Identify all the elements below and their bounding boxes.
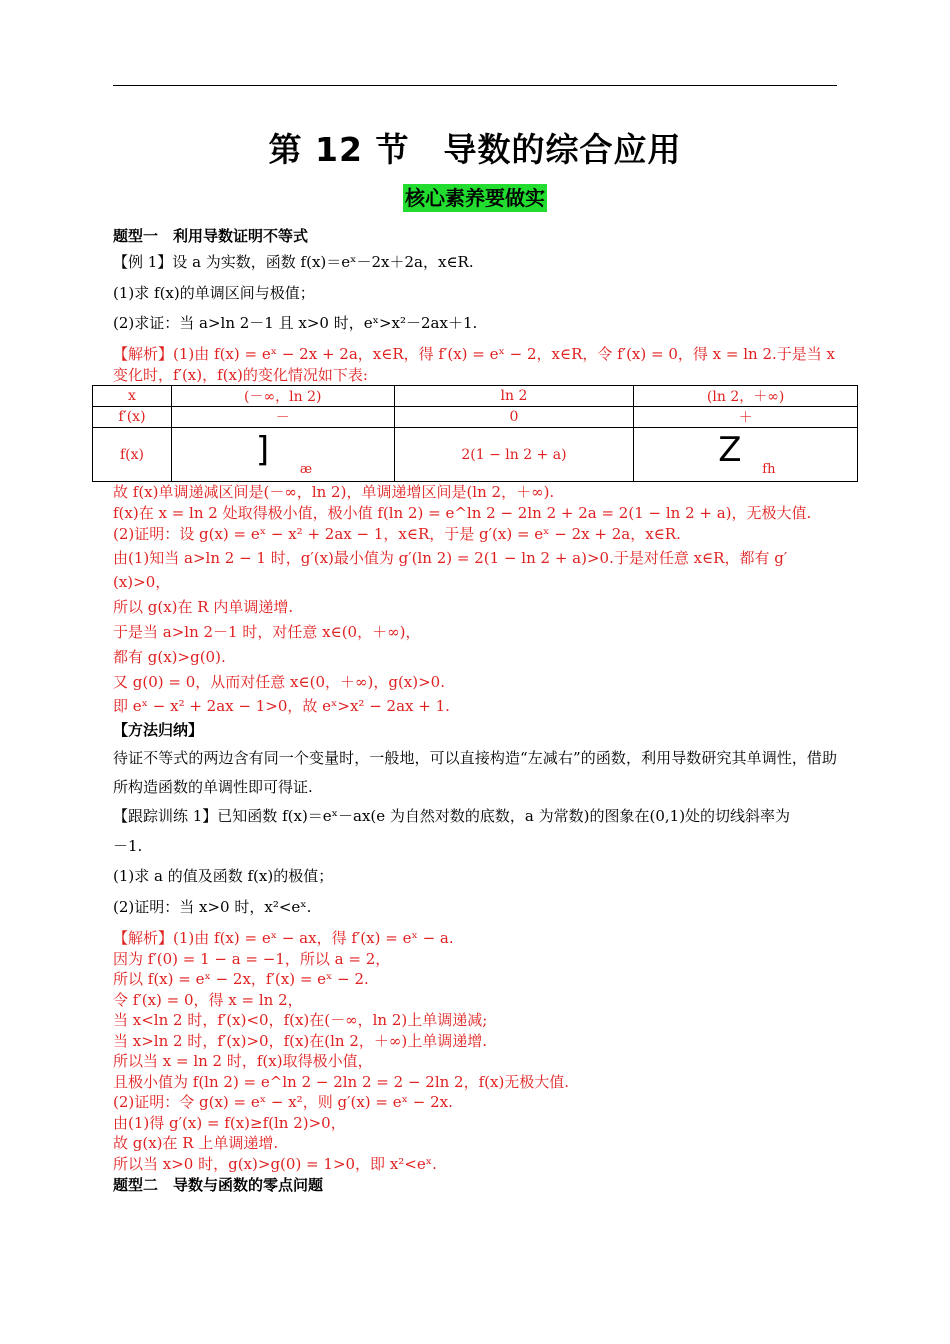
variation-table (92, 385, 858, 482)
text-line: 变化时，f′(x)，f(x)的变化情况如下表: (113, 366, 368, 384)
table-cell: ＋ (634, 407, 858, 428)
text-line: 所以 g(x)在 R 内单调递增. (113, 598, 294, 616)
text-line: (2)证明：令 g(x) = eˣ − x²，则 g′(x) = eˣ − 2x. (113, 1093, 453, 1111)
text-line: 题型二 导数与函数的零点问题 (113, 1176, 324, 1194)
text-line: 都有 g(x)>g(0). (113, 648, 226, 666)
text-line: (1)求 a 的值及函数 f(x)的极值； (113, 867, 334, 885)
page-title: 第 12 节 导数的综合应用 (268, 130, 682, 169)
table-cell: f(x) (93, 428, 172, 482)
text-line: f(x)在 x = ln 2 处取得极小值，极小值 f(ln 2) = e^ln 2 − 2ln 2 + 2a = 2(1 − ln 2 + a)，无极大值. (113, 504, 812, 522)
subtitle-wrap (0, 184, 950, 212)
table-function-row (93, 428, 858, 482)
text-line: 由(1)得 g′(x) = f(x)≥f(ln 2)>0， (113, 1114, 346, 1132)
table-derivative-row (93, 407, 858, 428)
text-line: 故 g(x)在 R 上单调递增. (113, 1134, 279, 1152)
text-line: 由(1)知当 a>ln 2 − 1 时，g′(x)最小值为 g′(ln 2) = 2(1 − ln 2 + a)>0.于是对任意 x∈R，都有 g′ (113, 549, 788, 567)
table-cell: 0 (394, 407, 634, 428)
table-cell: (ln 2，＋∞) (634, 386, 858, 407)
text-line: 故 f(x)单调递减区间是(－∞，ln 2)，单调递增区间是(ln 2，＋∞). (113, 483, 555, 501)
table-header-row (93, 386, 858, 407)
table-cell: (－∞，ln 2) (171, 386, 394, 407)
text-line: 且极小值为 f(ln 2) = e^ln 2 − 2ln 2 = 2 − 2ln 2，f(x)无极大值. (113, 1073, 570, 1091)
text-line: (2)证明：当 x>0 时，x²<eˣ. (113, 898, 312, 916)
text-line: 题型一 利用导数证明不等式 (113, 227, 309, 245)
method-summary-text: 待证不等式的两边含有同一个变量时，一般地，可以直接构造“左减右”的函数，利用导数研究其单调性，借助所构造函数的单调性即可得证. (113, 749, 837, 796)
increasing-arrow-icon: Z (718, 430, 742, 470)
text-line: 所以 f(x) = eˣ − 2x，f′(x) = eˣ − 2. (113, 970, 369, 988)
section-subtitle: 核心素养要做实 (405, 186, 545, 210)
text-line: 【方法归纳】 (113, 721, 204, 739)
text-line: (1)求 f(x)的单调区间与极值； (113, 284, 315, 302)
table-cell: ln 2 (394, 386, 634, 407)
text-line: 令 f′(x) = 0，得 x = ln 2， (113, 991, 303, 1009)
top-rule (113, 85, 837, 86)
text-line: 即 eˣ − x² + 2ax − 1>0，故 eˣ>x² − 2ax + 1. (113, 697, 450, 715)
text-line: －1. (113, 837, 143, 855)
table-cell: x (93, 386, 172, 407)
text-line: 【例 1】设 a 为实数，函数 f(x)＝eˣ－2x＋2a，x∈R. (113, 253, 474, 271)
text-line: 因为 f′(0) = 1 − a = −1，所以 a = 2， (113, 950, 391, 968)
text-line: 又 g(0) = 0，从而对任意 x∈(0，＋∞)，g(x)>0. (113, 673, 445, 691)
increasing-arrow-fragment: fh (762, 462, 776, 477)
text-line: 当 x<ln 2 时，f′(x)<0，f(x)在(－∞，ln 2)上单调递减; (113, 1011, 488, 1029)
table-cell: 2(1 − ln 2 + a) (394, 428, 634, 482)
decreasing-arrow-fragment: æ (299, 462, 313, 477)
table-cell: － (171, 407, 394, 428)
table-cell: f′(x) (93, 407, 172, 428)
text-line: 当 x>ln 2 时，f′(x)>0，f(x)在(ln 2，＋∞)上单调递增. (113, 1032, 488, 1050)
increasing-cell (634, 428, 858, 482)
text-line: (2)求证：当 a>ln 2－1 且 x>0 时，eˣ>x²－2ax＋1. (113, 314, 478, 332)
decreasing-arrow-icon: ] (255, 430, 270, 470)
text-line: 于是当 a>ln 2－1 时，对任意 x∈(0，＋∞)， (113, 623, 421, 641)
text-line: 所以当 x = ln 2 时，f(x)取得极小值， (113, 1052, 373, 1070)
decreasing-cell (171, 428, 394, 482)
text-line: 所以当 x>0 时，g(x)>g(0) = 1>0，即 x²<eˣ. (113, 1155, 437, 1173)
text-line: 【跟踪训练 1】已知函数 f(x)＝eˣ－ax(e 为自然对数的底数，a 为常数)的图象在(0,1)处的切线斜率为 (113, 807, 791, 825)
text-line: 【解析】(1)由 f(x) = eˣ − ax，得 f′(x) = eˣ − a. (113, 929, 454, 947)
text-line: (2)证明：设 g(x) = eˣ − x² + 2ax − 1，x∈R，于是 g′(x) = eˣ − 2x + 2a，x∈R. (113, 525, 681, 543)
text-line: (x)>0， (113, 573, 171, 591)
text-line: 【解析】(1)由 f(x) = eˣ − 2x + 2a，x∈R，得 f′(x) = eˣ − 2，x∈R，令 f′(x) = 0，得 x = ln 2.于是当 x (113, 345, 835, 363)
